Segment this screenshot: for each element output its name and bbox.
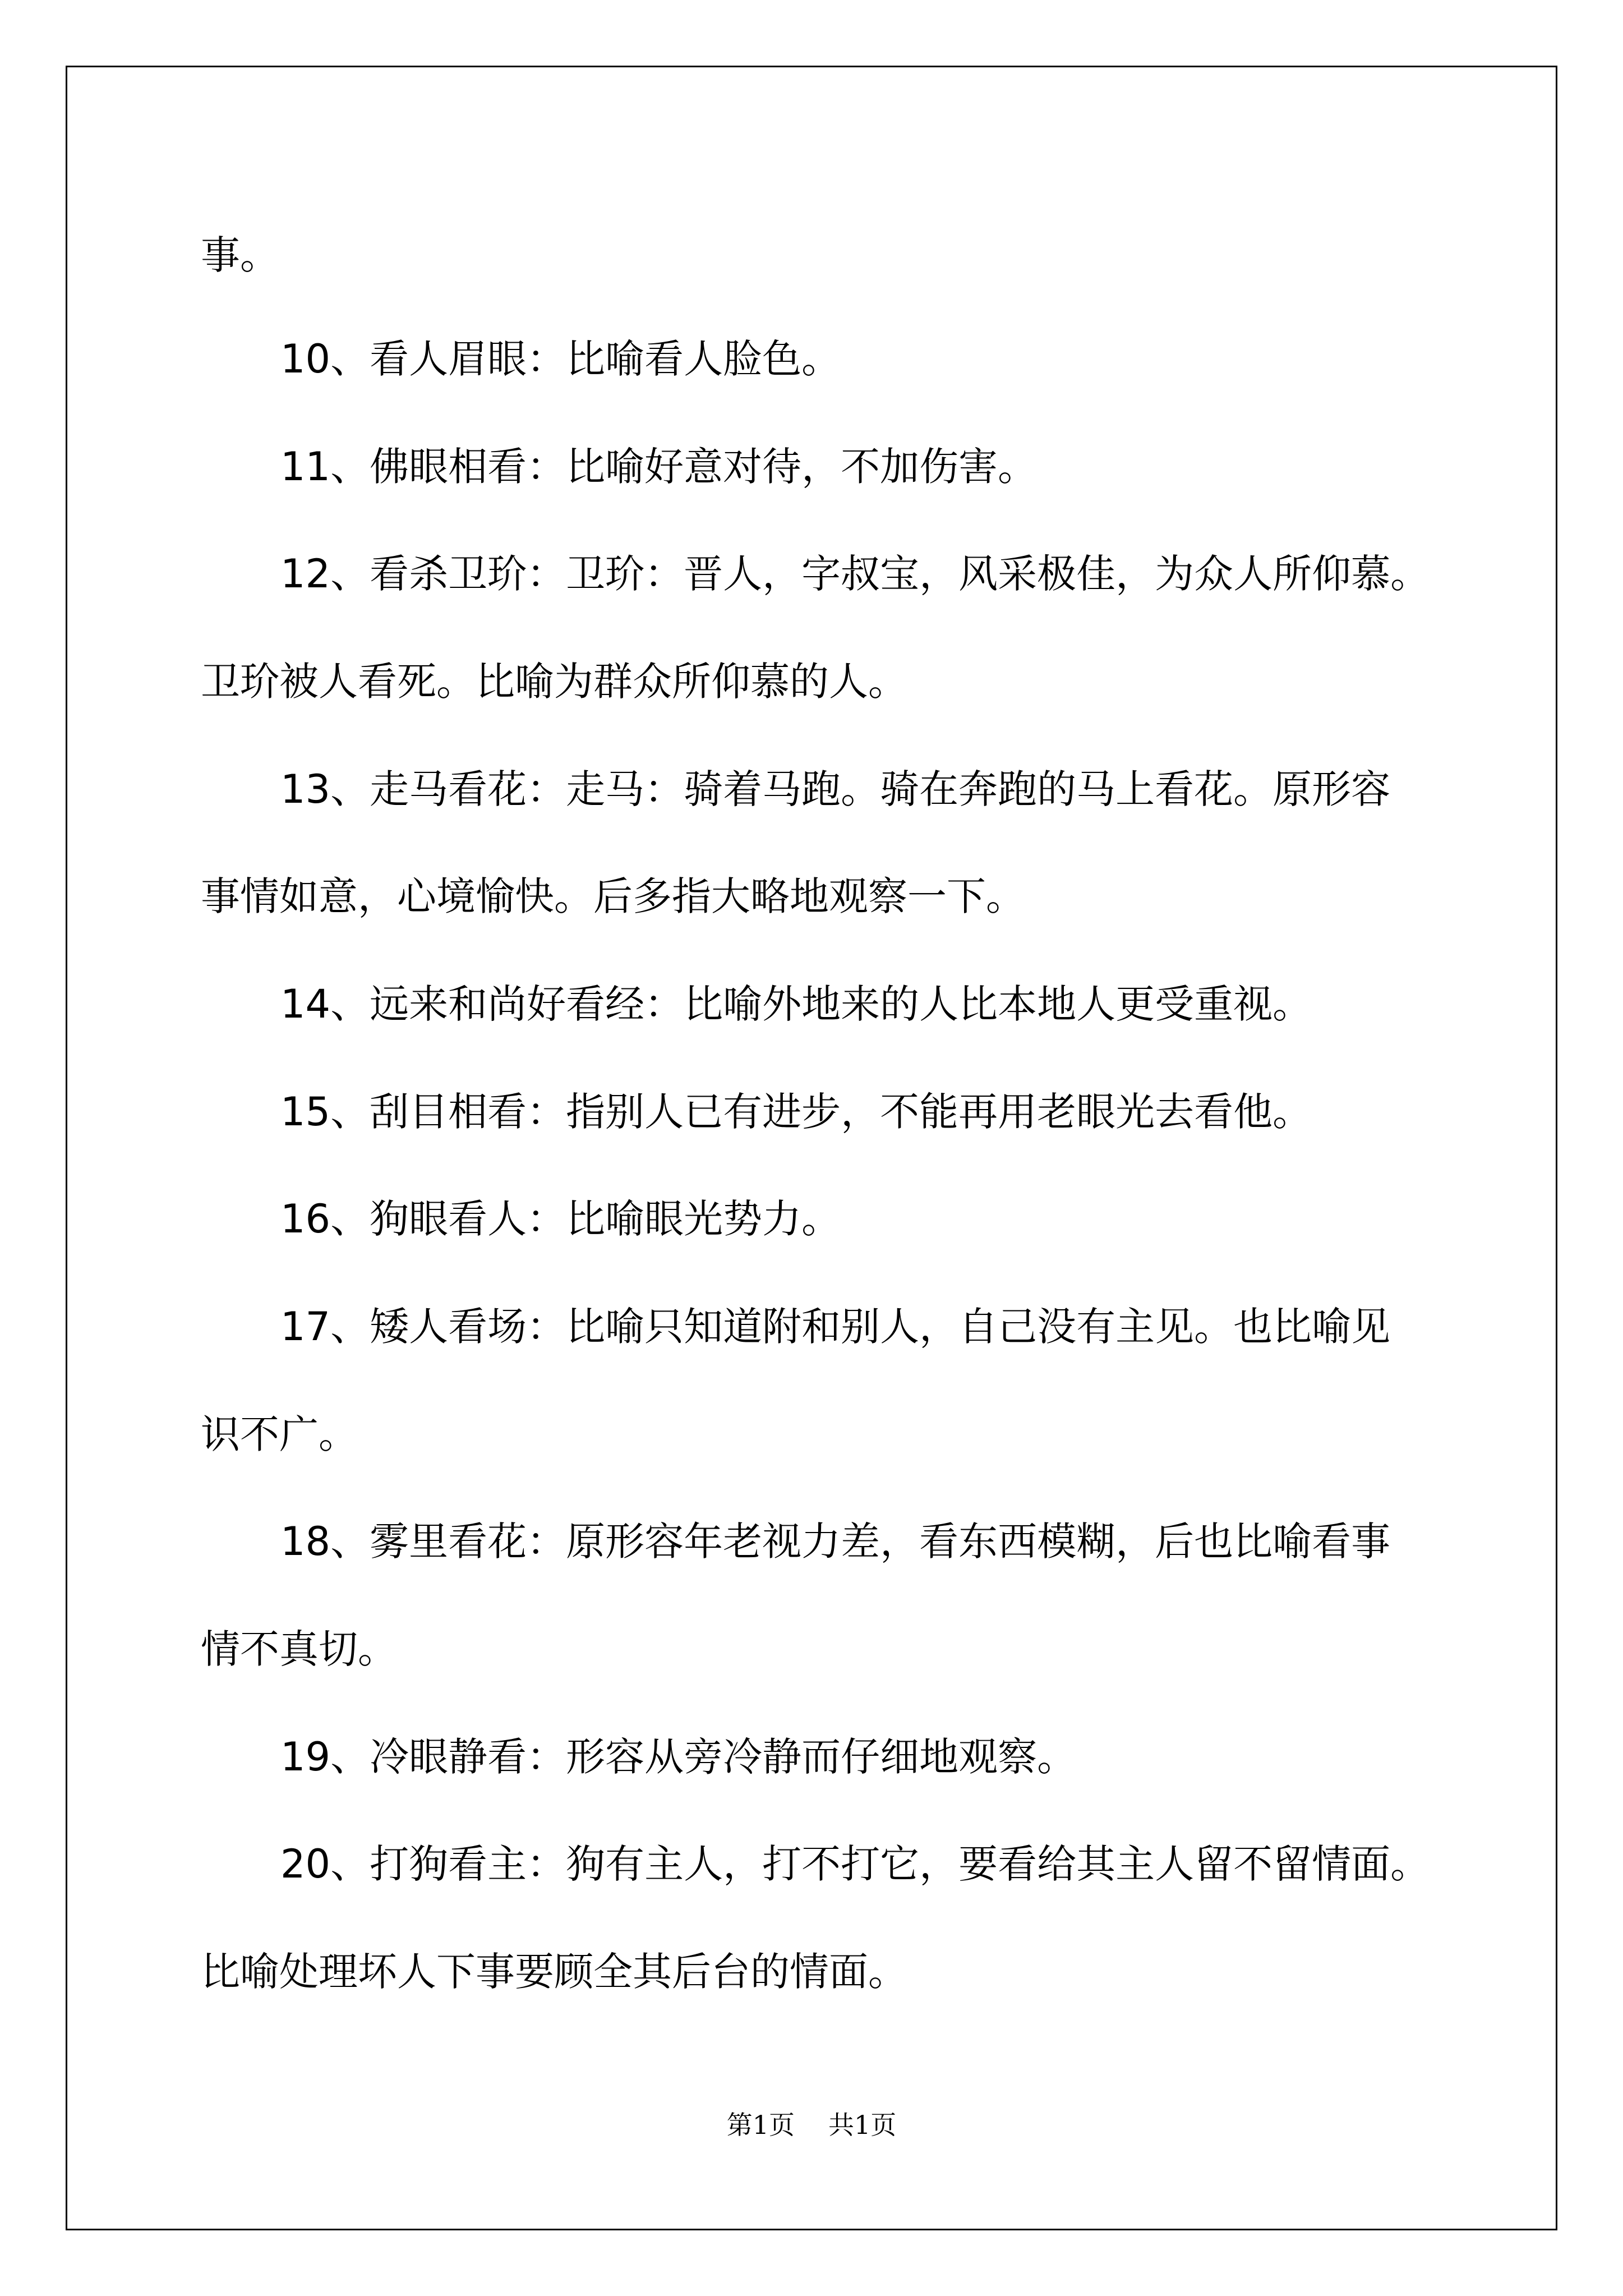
text-line: 14、远来和尚好看经：比喻外地来的人比本地人更受重视。 [280, 981, 1312, 1027]
text-line: 识不广。 [201, 1411, 358, 1457]
text-line: 11、佛眼相看：比喻好意对待，不加伤害。 [280, 444, 1038, 490]
text-line: 比喻处理坏人下事要顾全其后台的情面。 [201, 1949, 907, 1995]
text-line: 16、狗眼看人：比喻眼光势力。 [280, 1196, 841, 1242]
page-footer [0, 2108, 1623, 2142]
text-line: 15、刮目相看：指别人已有进步，不能再用老眼光去看他。 [280, 1089, 1312, 1135]
text-line: 20、打狗看主：狗有主人，打不打它，要看给其主人留不留情面。 [280, 1841, 1430, 1887]
page-total: 共1页 [828, 2110, 897, 2140]
text-line: 17、矮人看场：比喻只知道附和别人，自己没有主见。也比喻见 [280, 1304, 1391, 1350]
text-line: 事情如意，心境愉快。后多指大略地观察一下。 [201, 873, 1025, 919]
text-line: 事。 [201, 232, 279, 278]
text-line: 情不真切。 [201, 1626, 397, 1672]
text-line: 18、雾里看花：原形容年老视力差，看东西模糊，后也比喻看事 [280, 1519, 1391, 1565]
text-line: 10、看人眉眼：比喻看人脸色。 [280, 336, 841, 382]
page-number: 第1页 [726, 2110, 795, 2140]
text-line: 卫玠被人看死。比喻为群众所仰慕的人。 [201, 659, 907, 705]
page-border [66, 66, 1557, 2230]
text-line: 13、走马看花：走马：骑着马跑。骑在奔跑的马上看花。原形容 [280, 766, 1391, 812]
text-line: 12、看杀卫玠：卫玠：晋人，字叔宝，风采极佳，为众人所仰慕。 [280, 551, 1430, 597]
text-line: 19、冷眼静看：形容从旁冷静而仔细地观察。 [280, 1734, 1077, 1780]
